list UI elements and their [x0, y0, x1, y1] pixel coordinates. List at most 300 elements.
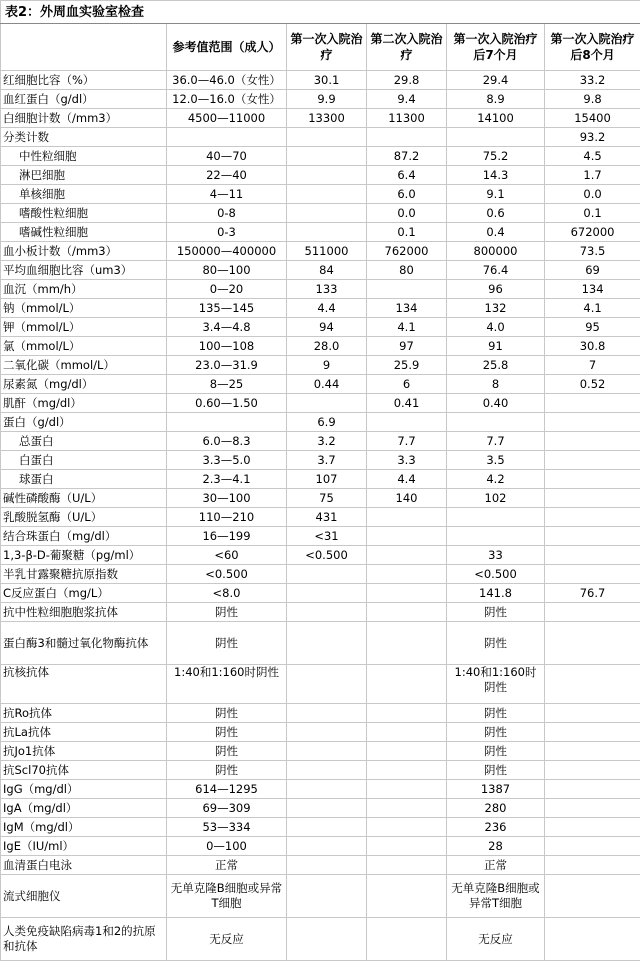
seven-months-cell — [447, 413, 545, 432]
seven-months-cell: 141.8 — [447, 584, 545, 603]
seven-months-cell: 9.1 — [447, 185, 545, 204]
second-admission-cell: 762000 — [367, 242, 447, 261]
seven-months-cell: 29.4 — [447, 71, 545, 90]
first-admission-cell: 30.1 — [287, 71, 367, 90]
row-label: 中性粒细胞 — [1, 147, 167, 166]
seven-months-cell: 阴性 — [447, 723, 545, 742]
eight-months-cell: 95 — [545, 318, 640, 337]
row-label: 抗Scl70抗体 — [1, 761, 167, 780]
eight-months-cell — [545, 432, 640, 451]
reference-range-cell: <8.0 — [167, 584, 287, 603]
first-admission-cell — [287, 761, 367, 780]
eight-months-cell: 93.2 — [545, 128, 640, 147]
second-admission-cell — [367, 508, 447, 527]
row-label: 白细胞计数（/mm3） — [1, 109, 167, 128]
reference-range-cell: 23.0—31.9 — [167, 356, 287, 375]
second-admission-cell: 97 — [367, 337, 447, 356]
reference-range-cell: 36.0—46.0（女性） — [167, 71, 287, 90]
row-label: IgA（mg/dl） — [1, 799, 167, 818]
first-admission-cell — [287, 147, 367, 166]
second-admission-cell — [367, 875, 447, 918]
eight-months-cell: 4.1 — [545, 299, 640, 318]
eight-months-cell — [545, 704, 640, 723]
first-admission-cell: 3.7 — [287, 451, 367, 470]
row-label: 白蛋白 — [1, 451, 167, 470]
seven-months-cell: 0.6 — [447, 204, 545, 223]
row-label: 1,3-β-D-葡聚糖（pg/ml） — [1, 546, 167, 565]
second-admission-cell: 0.41 — [367, 394, 447, 413]
row-label: 二氧化碳（mmol/L） — [1, 356, 167, 375]
header-first-admission: 第一次入院治疗 — [287, 24, 367, 71]
second-admission-cell — [367, 584, 447, 603]
row-label: C反应蛋白（mg/L） — [1, 584, 167, 603]
first-admission-cell — [287, 837, 367, 856]
first-admission-cell — [287, 128, 367, 147]
first-admission-cell — [287, 723, 367, 742]
row-label: 结合珠蛋白（mg/dl） — [1, 527, 167, 546]
seven-months-cell — [447, 508, 545, 527]
first-admission-cell: 6.9 — [287, 413, 367, 432]
row-label: 抗中性粒细胞胞浆抗体 — [1, 603, 167, 622]
eight-months-cell — [545, 394, 640, 413]
row-label: 流式细胞仪 — [1, 875, 167, 918]
row-label: 球蛋白 — [1, 470, 167, 489]
seven-months-cell: 28 — [447, 837, 545, 856]
table-row — [1, 204, 640, 223]
reference-range-cell: 614—1295 — [167, 780, 287, 799]
seven-months-cell: 25.8 — [447, 356, 545, 375]
second-admission-cell: 140 — [367, 489, 447, 508]
eight-months-cell: 672000 — [545, 223, 640, 242]
first-admission-cell — [287, 704, 367, 723]
second-admission-cell: 4.4 — [367, 470, 447, 489]
first-admission-cell: <31 — [287, 527, 367, 546]
row-label: 抗Jo1抗体 — [1, 742, 167, 761]
eight-months-cell — [545, 470, 640, 489]
reference-range-cell: 阴性 — [167, 622, 287, 665]
table-row — [1, 584, 640, 603]
table-row — [1, 242, 640, 261]
first-admission-cell: 84 — [287, 261, 367, 280]
first-admission-cell: 9.9 — [287, 90, 367, 109]
row-label: 平均血细胞比容（um3） — [1, 261, 167, 280]
seven-months-cell: 14.3 — [447, 166, 545, 185]
second-admission-cell: 6.0 — [367, 185, 447, 204]
seven-months-cell: 8.9 — [447, 90, 545, 109]
seven-months-cell: 无单克隆B细胞或异常T细胞 — [447, 875, 545, 918]
first-admission-cell: 133 — [287, 280, 367, 299]
table-body — [1, 71, 640, 961]
reference-range-cell: 无反应 — [167, 918, 287, 961]
reference-range-cell: <60 — [167, 546, 287, 565]
row-label: 蛋白（g/dl） — [1, 413, 167, 432]
row-label: 嗜碱性粒细胞 — [1, 223, 167, 242]
first-admission-cell — [287, 603, 367, 622]
table-row — [1, 280, 640, 299]
reference-range-cell: 1:40和1:160时阴性 — [167, 665, 287, 704]
reference-range-cell: 3.3—5.0 — [167, 451, 287, 470]
reference-range-cell: 正常 — [167, 856, 287, 875]
eight-months-cell — [545, 875, 640, 918]
first-admission-cell — [287, 799, 367, 818]
eight-months-cell: 30.8 — [545, 337, 640, 356]
first-admission-cell: 94 — [287, 318, 367, 337]
eight-months-cell — [545, 799, 640, 818]
first-admission-cell: 13300 — [287, 109, 367, 128]
first-admission-cell — [287, 875, 367, 918]
first-admission-cell: 28.0 — [287, 337, 367, 356]
table-row — [1, 356, 640, 375]
seven-months-cell: 96 — [447, 280, 545, 299]
second-admission-cell — [367, 742, 447, 761]
eight-months-cell: 0.0 — [545, 185, 640, 204]
reference-range-cell: 30—100 — [167, 489, 287, 508]
second-admission-cell: 25.9 — [367, 356, 447, 375]
first-admission-cell — [287, 742, 367, 761]
table-row — [1, 109, 640, 128]
reference-range-cell: 6.0—8.3 — [167, 432, 287, 451]
reference-range-cell: 110—210 — [167, 508, 287, 527]
eight-months-cell: 7 — [545, 356, 640, 375]
eight-months-cell: 4.5 — [545, 147, 640, 166]
table-row — [1, 856, 640, 875]
reference-range-cell: 3.4—4.8 — [167, 318, 287, 337]
second-admission-cell — [367, 837, 447, 856]
table-title: 表2：外周血实验室检查 — [1, 1, 640, 24]
table-row — [1, 337, 640, 356]
table-row — [1, 527, 640, 546]
table-row — [1, 375, 640, 394]
seven-months-cell: 800000 — [447, 242, 545, 261]
eight-months-cell: 33.2 — [545, 71, 640, 90]
eight-months-cell — [545, 527, 640, 546]
first-admission-cell — [287, 780, 367, 799]
reference-range-cell: 2.3—4.1 — [167, 470, 287, 489]
first-admission-cell — [287, 223, 367, 242]
eight-months-cell — [545, 780, 640, 799]
seven-months-cell: 8 — [447, 375, 545, 394]
row-label: 肌酐（mg/dl） — [1, 394, 167, 413]
second-admission-cell: 3.3 — [367, 451, 447, 470]
reference-range-cell: 0—20 — [167, 280, 287, 299]
header-row — [1, 24, 640, 71]
second-admission-cell — [367, 723, 447, 742]
seven-months-cell — [447, 527, 545, 546]
reference-range-cell: 0.60—1.50 — [167, 394, 287, 413]
seven-months-cell: 无反应 — [447, 918, 545, 961]
row-label: IgM（mg/dl） — [1, 818, 167, 837]
first-admission-cell — [287, 665, 367, 704]
second-admission-cell — [367, 918, 447, 961]
row-label: 尿素氮（mg/dl） — [1, 375, 167, 394]
second-admission-cell: 87.2 — [367, 147, 447, 166]
table-row — [1, 166, 640, 185]
seven-months-cell: 91 — [447, 337, 545, 356]
reference-range-cell: 阴性 — [167, 742, 287, 761]
row-label: 抗La抗体 — [1, 723, 167, 742]
table-row — [1, 413, 640, 432]
first-admission-cell: 75 — [287, 489, 367, 508]
second-admission-cell: 6 — [367, 375, 447, 394]
table-row — [1, 875, 640, 918]
table-row — [1, 128, 640, 147]
eight-months-cell — [545, 856, 640, 875]
second-admission-cell — [367, 856, 447, 875]
row-label: 半乳甘露聚糖抗原指数 — [1, 565, 167, 584]
reference-range-cell: 40—70 — [167, 147, 287, 166]
reference-range-cell: 150000—400000 — [167, 242, 287, 261]
first-admission-cell — [287, 565, 367, 584]
reference-range-cell — [167, 128, 287, 147]
row-label: 淋巴细胞 — [1, 166, 167, 185]
table-row — [1, 489, 640, 508]
eight-months-cell: 76.7 — [545, 584, 640, 603]
table-row — [1, 299, 640, 318]
second-admission-cell: 29.8 — [367, 71, 447, 90]
first-admission-cell — [287, 856, 367, 875]
eight-months-cell: 0.1 — [545, 204, 640, 223]
reference-range-cell: 80—100 — [167, 261, 287, 280]
table-row — [1, 742, 640, 761]
table-row — [1, 837, 640, 856]
reference-range-cell: 53—334 — [167, 818, 287, 837]
reference-range-cell: 8—25 — [167, 375, 287, 394]
second-admission-cell — [367, 665, 447, 704]
seven-months-cell: 阴性 — [447, 603, 545, 622]
row-label: 钾（mmol/L） — [1, 318, 167, 337]
row-label: 乳酸脱氢酶（U/L） — [1, 508, 167, 527]
table-row — [1, 90, 640, 109]
table-row — [1, 451, 640, 470]
seven-months-cell: 4.2 — [447, 470, 545, 489]
second-admission-cell — [367, 780, 447, 799]
eight-months-cell — [545, 603, 640, 622]
reference-range-cell: 阴性 — [167, 761, 287, 780]
table-row — [1, 71, 640, 90]
second-admission-cell — [367, 704, 447, 723]
first-admission-cell: 3.2 — [287, 432, 367, 451]
reference-range-cell: 阴性 — [167, 723, 287, 742]
table-row — [1, 508, 640, 527]
seven-months-cell: 132 — [447, 299, 545, 318]
table-row — [1, 818, 640, 837]
second-admission-cell: 0.1 — [367, 223, 447, 242]
row-label: IgE（IU/ml） — [1, 837, 167, 856]
header-second-admission: 第二次入院治疗 — [367, 24, 447, 71]
row-label: 人类免疫缺陷病毒1和2的抗原和抗体 — [1, 918, 167, 961]
seven-months-cell: 33 — [447, 546, 545, 565]
header-7-months-after: 第一次入院治疗后7个月 — [447, 24, 545, 71]
first-admission-cell — [287, 622, 367, 665]
seven-months-cell: 阴性 — [447, 761, 545, 780]
seven-months-cell: 236 — [447, 818, 545, 837]
eight-months-cell — [545, 918, 640, 961]
reference-range-cell: 12.0—16.0（女性） — [167, 90, 287, 109]
reference-range-cell: 4—11 — [167, 185, 287, 204]
table-row — [1, 665, 640, 704]
reference-range-cell: <0.500 — [167, 565, 287, 584]
eight-months-cell: 73.5 — [545, 242, 640, 261]
first-admission-cell: 4.4 — [287, 299, 367, 318]
row-label: 血清蛋白电泳 — [1, 856, 167, 875]
seven-months-cell: <0.500 — [447, 565, 545, 584]
eight-months-cell — [545, 451, 640, 470]
reference-range-cell: 100—108 — [167, 337, 287, 356]
seven-months-cell: 75.2 — [447, 147, 545, 166]
eight-months-cell — [545, 546, 640, 565]
reference-range-cell: 阴性 — [167, 603, 287, 622]
table-row — [1, 394, 640, 413]
row-label: 抗核抗体 — [1, 665, 167, 704]
table-row — [1, 603, 640, 622]
row-label: 单核细胞 — [1, 185, 167, 204]
reference-range-cell: 4500—11000 — [167, 109, 287, 128]
eight-months-cell — [545, 565, 640, 584]
reference-range-cell: 0-8 — [167, 204, 287, 223]
eight-months-cell — [545, 622, 640, 665]
table-row — [1, 432, 640, 451]
second-admission-cell — [367, 603, 447, 622]
table-row — [1, 185, 640, 204]
seven-months-cell: 1:40和1:160时阴性 — [447, 665, 545, 704]
table-row — [1, 723, 640, 742]
second-admission-cell — [367, 546, 447, 565]
second-admission-cell: 4.1 — [367, 318, 447, 337]
second-admission-cell: 0.0 — [367, 204, 447, 223]
eight-months-cell: 134 — [545, 280, 640, 299]
first-admission-cell: 107 — [287, 470, 367, 489]
eight-months-cell: 69 — [545, 261, 640, 280]
reference-range-cell: 16—199 — [167, 527, 287, 546]
row-label: 血小板计数（/mm3） — [1, 242, 167, 261]
eight-months-cell — [545, 723, 640, 742]
reference-range-cell — [167, 413, 287, 432]
seven-months-cell: 14100 — [447, 109, 545, 128]
table-row — [1, 261, 640, 280]
table-row — [1, 318, 640, 337]
reference-range-cell: 无单克隆B细胞或异常T细胞 — [167, 875, 287, 918]
seven-months-cell: 7.7 — [447, 432, 545, 451]
eight-months-cell — [545, 413, 640, 432]
row-label: 钠（mmol/L） — [1, 299, 167, 318]
seven-months-cell: 102 — [447, 489, 545, 508]
table-row — [1, 565, 640, 584]
eight-months-cell — [545, 665, 640, 704]
second-admission-cell: 9.4 — [367, 90, 447, 109]
seven-months-cell: 0.40 — [447, 394, 545, 413]
table-row — [1, 799, 640, 818]
eight-months-cell: 1.7 — [545, 166, 640, 185]
reference-range-cell: 135—145 — [167, 299, 287, 318]
second-admission-cell — [367, 565, 447, 584]
table-row — [1, 780, 640, 799]
second-admission-cell: 7.7 — [367, 432, 447, 451]
second-admission-cell — [367, 761, 447, 780]
second-admission-cell — [367, 128, 447, 147]
table-row — [1, 223, 640, 242]
second-admission-cell — [367, 413, 447, 432]
reference-range-cell: 0—100 — [167, 837, 287, 856]
first-admission-cell: 511000 — [287, 242, 367, 261]
second-admission-cell: 134 — [367, 299, 447, 318]
first-admission-cell — [287, 204, 367, 223]
eight-months-cell — [545, 489, 640, 508]
first-admission-cell — [287, 584, 367, 603]
second-admission-cell — [367, 818, 447, 837]
first-admission-cell: <0.500 — [287, 546, 367, 565]
second-admission-cell — [367, 280, 447, 299]
row-label: 碱性磷酸酶（U/L） — [1, 489, 167, 508]
eight-months-cell: 0.52 — [545, 375, 640, 394]
eight-months-cell — [545, 837, 640, 856]
seven-months-cell: 76.4 — [447, 261, 545, 280]
eight-months-cell — [545, 508, 640, 527]
first-admission-cell: 431 — [287, 508, 367, 527]
row-label: 蛋白酶3和髓过氧化物酶抗体 — [1, 622, 167, 665]
row-label: 血沉（mm/h） — [1, 280, 167, 299]
first-admission-cell: 9 — [287, 356, 367, 375]
table-row — [1, 761, 640, 780]
table-row — [1, 470, 640, 489]
first-admission-cell — [287, 185, 367, 204]
eight-months-cell: 9.8 — [545, 90, 640, 109]
table-row — [1, 918, 640, 961]
seven-months-cell: 正常 — [447, 856, 545, 875]
reference-range-cell: 22—40 — [167, 166, 287, 185]
row-label: 红细胞比容（%） — [1, 71, 167, 90]
row-label: 血红蛋白（g/dl） — [1, 90, 167, 109]
row-label: 氯（mmol/L） — [1, 337, 167, 356]
first-admission-cell — [287, 818, 367, 837]
table-row — [1, 622, 640, 665]
seven-months-cell: 阴性 — [447, 622, 545, 665]
table-row — [1, 546, 640, 565]
seven-months-cell: 3.5 — [447, 451, 545, 470]
reference-range-cell: 阴性 — [167, 704, 287, 723]
table-row — [1, 147, 640, 166]
seven-months-cell: 4.0 — [447, 318, 545, 337]
seven-months-cell: 280 — [447, 799, 545, 818]
first-admission-cell: 0.44 — [287, 375, 367, 394]
second-admission-cell: 80 — [367, 261, 447, 280]
header-item — [1, 24, 167, 71]
second-admission-cell — [367, 622, 447, 665]
header-reference-range: 参考值范围（成人） — [167, 24, 287, 71]
table-row — [1, 704, 640, 723]
row-label: 嗜酸性粒细胞 — [1, 204, 167, 223]
eight-months-cell: 15400 — [545, 109, 640, 128]
header-8-months-after: 第一次入院治疗后8个月 — [545, 24, 640, 71]
seven-months-cell: 阴性 — [447, 704, 545, 723]
eight-months-cell — [545, 818, 640, 837]
reference-range-cell: 69—309 — [167, 799, 287, 818]
second-admission-cell — [367, 527, 447, 546]
seven-months-cell — [447, 128, 545, 147]
seven-months-cell: 0.4 — [447, 223, 545, 242]
first-admission-cell — [287, 918, 367, 961]
row-label: 抗Ro抗体 — [1, 704, 167, 723]
seven-months-cell: 阴性 — [447, 742, 545, 761]
row-label: 总蛋白 — [1, 432, 167, 451]
row-label: 分类计数 — [1, 128, 167, 147]
reference-range-cell: 0-3 — [167, 223, 287, 242]
eight-months-cell — [545, 761, 640, 780]
second-admission-cell — [367, 799, 447, 818]
first-admission-cell — [287, 394, 367, 413]
row-label: IgG（mg/dl） — [1, 780, 167, 799]
seven-months-cell: 1387 — [447, 780, 545, 799]
first-admission-cell — [287, 166, 367, 185]
